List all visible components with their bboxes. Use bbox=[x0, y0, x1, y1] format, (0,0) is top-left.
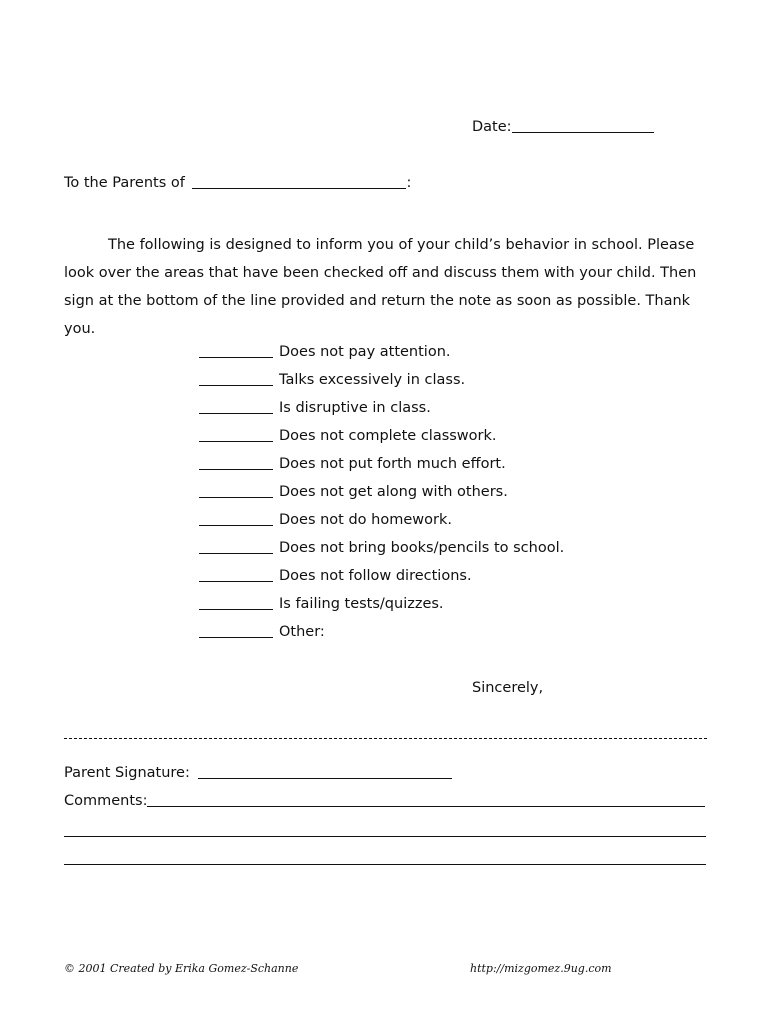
salutation-prefix: To the Parents of bbox=[64, 175, 185, 191]
intro-paragraph bbox=[64, 231, 714, 343]
checklist-item bbox=[199, 371, 564, 399]
checklist-item-label: Does not bring books/pencils to school. bbox=[279, 540, 565, 556]
checklist-blank-line[interactable] bbox=[199, 412, 273, 414]
comments-extra-line[interactable] bbox=[64, 864, 706, 865]
checklist-item bbox=[199, 539, 564, 567]
date-blank-line[interactable] bbox=[512, 131, 654, 133]
checklist-blank-line[interactable] bbox=[199, 524, 273, 526]
checklist-blank-line[interactable] bbox=[199, 636, 273, 638]
checklist-item-label: Does not do homework. bbox=[279, 512, 452, 528]
checklist-item-label: Is disruptive in class. bbox=[279, 400, 431, 416]
tear-off-divider bbox=[64, 738, 707, 739]
date-label: Date: bbox=[472, 119, 512, 135]
checklist-item bbox=[199, 483, 564, 511]
checklist-item-label: Does not get along with others. bbox=[279, 484, 508, 500]
checklist-blank-line[interactable] bbox=[199, 440, 273, 442]
checklist-item bbox=[199, 455, 564, 483]
checklist-item-label: Does not pay attention. bbox=[279, 344, 451, 360]
checklist-item-label: Is failing tests/quizzes. bbox=[279, 596, 444, 612]
checklist-blank-line[interactable] bbox=[199, 468, 273, 470]
checklist-item-label: Other: bbox=[279, 624, 325, 640]
checklist-item bbox=[199, 567, 564, 595]
checklist-blank-line[interactable] bbox=[199, 580, 273, 582]
checklist-item bbox=[199, 511, 564, 539]
checklist-item-label: Does not follow directions. bbox=[279, 568, 472, 584]
checklist-item bbox=[199, 399, 564, 427]
behavior-checklist bbox=[199, 343, 564, 651]
parent-signature-label: Parent Signature: bbox=[64, 765, 190, 781]
checklist-item bbox=[199, 343, 564, 371]
website-url: http://mizgomez.9ug.com bbox=[470, 962, 612, 975]
parent-signature-line[interactable] bbox=[198, 777, 452, 779]
child-name-blank-line[interactable] bbox=[192, 187, 406, 189]
checklist-item-label: Talks excessively in class. bbox=[279, 372, 466, 388]
checklist-item-label: Does not put forth much effort. bbox=[279, 456, 506, 472]
checklist-item-label: Does not complete classwork. bbox=[279, 428, 497, 444]
checklist-blank-line[interactable] bbox=[199, 384, 273, 386]
checklist-blank-line[interactable] bbox=[199, 356, 273, 358]
checklist-blank-line[interactable] bbox=[199, 608, 273, 610]
checklist-item bbox=[199, 623, 564, 651]
comments-field bbox=[64, 793, 705, 809]
intro-paragraph-text: The following is designed to inform you of your child’s behavior in school. Please look over the areas that have been checked off and discuss them with your child. Then sign at the bottom of the line provided and return the note as soon as possible. Thank you. bbox=[64, 237, 697, 337]
comments-extra-line[interactable] bbox=[64, 836, 706, 837]
checklist-blank-line[interactable] bbox=[199, 496, 273, 498]
date-field bbox=[472, 119, 654, 135]
checklist-item bbox=[199, 427, 564, 455]
checklist-blank-line[interactable] bbox=[199, 552, 273, 554]
salutation bbox=[64, 175, 411, 191]
parent-signature-field bbox=[64, 765, 452, 781]
copyright-notice: © 2001 Created by Erika Gomez-Schanne bbox=[64, 962, 299, 975]
comments-label: Comments: bbox=[64, 793, 148, 809]
comments-line[interactable] bbox=[147, 805, 705, 807]
checklist-item bbox=[199, 595, 564, 623]
salutation-suffix: : bbox=[406, 175, 412, 191]
closing: Sincerely, bbox=[472, 680, 544, 696]
